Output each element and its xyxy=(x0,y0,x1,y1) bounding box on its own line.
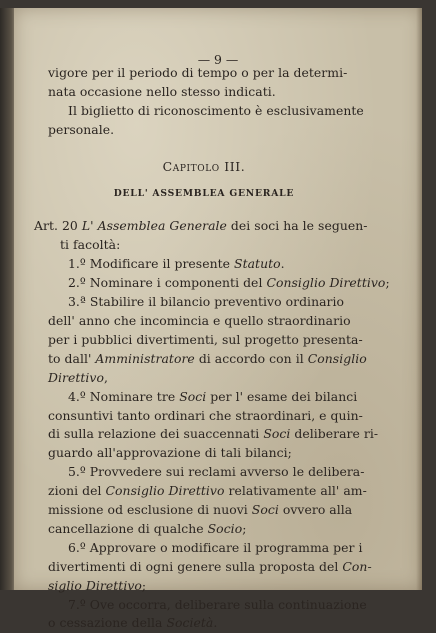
item-line xyxy=(48,312,360,331)
text-line: Il biglietto di riconoscimento è esclusivamente xyxy=(68,102,364,118)
text-line: ti facoltà: xyxy=(60,237,121,253)
item-line xyxy=(48,293,360,312)
italic-term: Consiglio Direttivo xyxy=(105,483,225,499)
item-text: deliberare ri- xyxy=(290,426,379,442)
article-label: Art. 20 xyxy=(34,218,78,234)
italic-term: Consiglio xyxy=(307,350,367,366)
item-line xyxy=(48,444,360,463)
item-line xyxy=(48,463,365,482)
item-text: 1.º Modificare il presente xyxy=(68,256,235,272)
italic-term: Socio xyxy=(207,520,243,536)
item-text: per l' esame dei bilanci xyxy=(206,388,358,404)
item-text: ; xyxy=(385,275,390,291)
italic-term: Soci xyxy=(179,388,207,404)
item-line xyxy=(48,577,360,596)
item-text: ovvero alla xyxy=(278,502,353,518)
item-line xyxy=(48,425,379,444)
item-text: ; xyxy=(141,577,147,593)
item-line xyxy=(48,501,360,520)
chapter-heading: Capitolo III. xyxy=(162,158,246,174)
item-line xyxy=(48,255,360,274)
article-items xyxy=(48,255,390,633)
article-text: dei soci ha le seguen- xyxy=(226,218,368,234)
item-text: dell' anno che incomincia e quello straordinario xyxy=(48,312,351,328)
item-text: . xyxy=(213,615,218,631)
italic-term: Società xyxy=(166,615,214,631)
item-text: guardo all'approvazione di tali bilanci; xyxy=(48,445,292,461)
item-text: zioni del xyxy=(48,483,106,499)
item-text: , xyxy=(103,369,108,385)
item-text: ; xyxy=(242,520,247,536)
item-line xyxy=(48,331,363,350)
text-line: personale. xyxy=(48,121,115,137)
item-line xyxy=(48,614,360,633)
page-text xyxy=(34,46,390,633)
item-text: cancellazione di qualche xyxy=(48,520,208,536)
item-line xyxy=(48,369,360,388)
text-line: nata occasione nello stesso indicati. xyxy=(48,83,276,99)
item-line xyxy=(48,407,363,426)
item-line xyxy=(48,539,363,558)
item-text: 6.º Approvare o modificare il programma per i xyxy=(68,539,363,555)
italic-term: siglio Direttivo xyxy=(48,577,142,593)
italic-term: Consiglio Direttivo xyxy=(266,275,386,291)
item-text: consuntivi tanto ordinari che straordinari, e quin- xyxy=(48,407,363,423)
article-subject: L' Assemblea Generale xyxy=(81,218,227,234)
item-line xyxy=(48,388,360,407)
item-line xyxy=(48,350,367,369)
item-line xyxy=(48,520,360,539)
italic-term: Statuto xyxy=(234,256,281,272)
page-edge-shadow xyxy=(416,8,422,590)
item-text: di accordo con il xyxy=(194,350,308,366)
item-line xyxy=(48,558,372,577)
item-text: missione od esclusione di nuovi xyxy=(48,502,252,518)
item-text: . xyxy=(280,256,285,272)
item-text: 2.º Nominare i componenti del xyxy=(68,275,267,291)
italic-term: Con- xyxy=(342,558,372,574)
item-text: 7.º Ove occorra, deliberare sulla continuazione xyxy=(68,596,367,612)
item-text: 5.º Provvedere sui reclami avverso le delibera- xyxy=(68,464,365,480)
italic-term: Direttivo xyxy=(48,369,104,385)
item-text: per i pubblici divertimenti, sul progetto presenta- xyxy=(48,331,363,347)
item-text: divertimenti di ogni genere sulla proposta del xyxy=(48,558,343,574)
item-text: relativamente all' am- xyxy=(224,483,367,499)
section-heading: DELL' ASSEMBLEA GENERALE xyxy=(113,187,295,199)
item-line xyxy=(48,482,367,501)
text-line: vigore per il periodo di tempo o per la determi- xyxy=(48,65,348,80)
italic-term: Soci xyxy=(263,426,291,442)
article-line xyxy=(34,217,368,236)
item-line xyxy=(48,274,390,293)
page-number: — 9 — xyxy=(197,52,239,67)
item-text: 3.ª Stabilire il bilancio preventivo ordinario xyxy=(68,294,345,310)
item-text: di sulla relazione dei suaccennati xyxy=(48,426,264,442)
item-text: o cessazione della xyxy=(48,615,167,631)
italic-term: Soci xyxy=(251,502,279,518)
item-text: to dall' xyxy=(48,350,96,366)
italic-term: Amministratore xyxy=(95,350,195,366)
item-line xyxy=(48,596,367,615)
item-text: 4.º Nominare tre xyxy=(68,388,180,404)
